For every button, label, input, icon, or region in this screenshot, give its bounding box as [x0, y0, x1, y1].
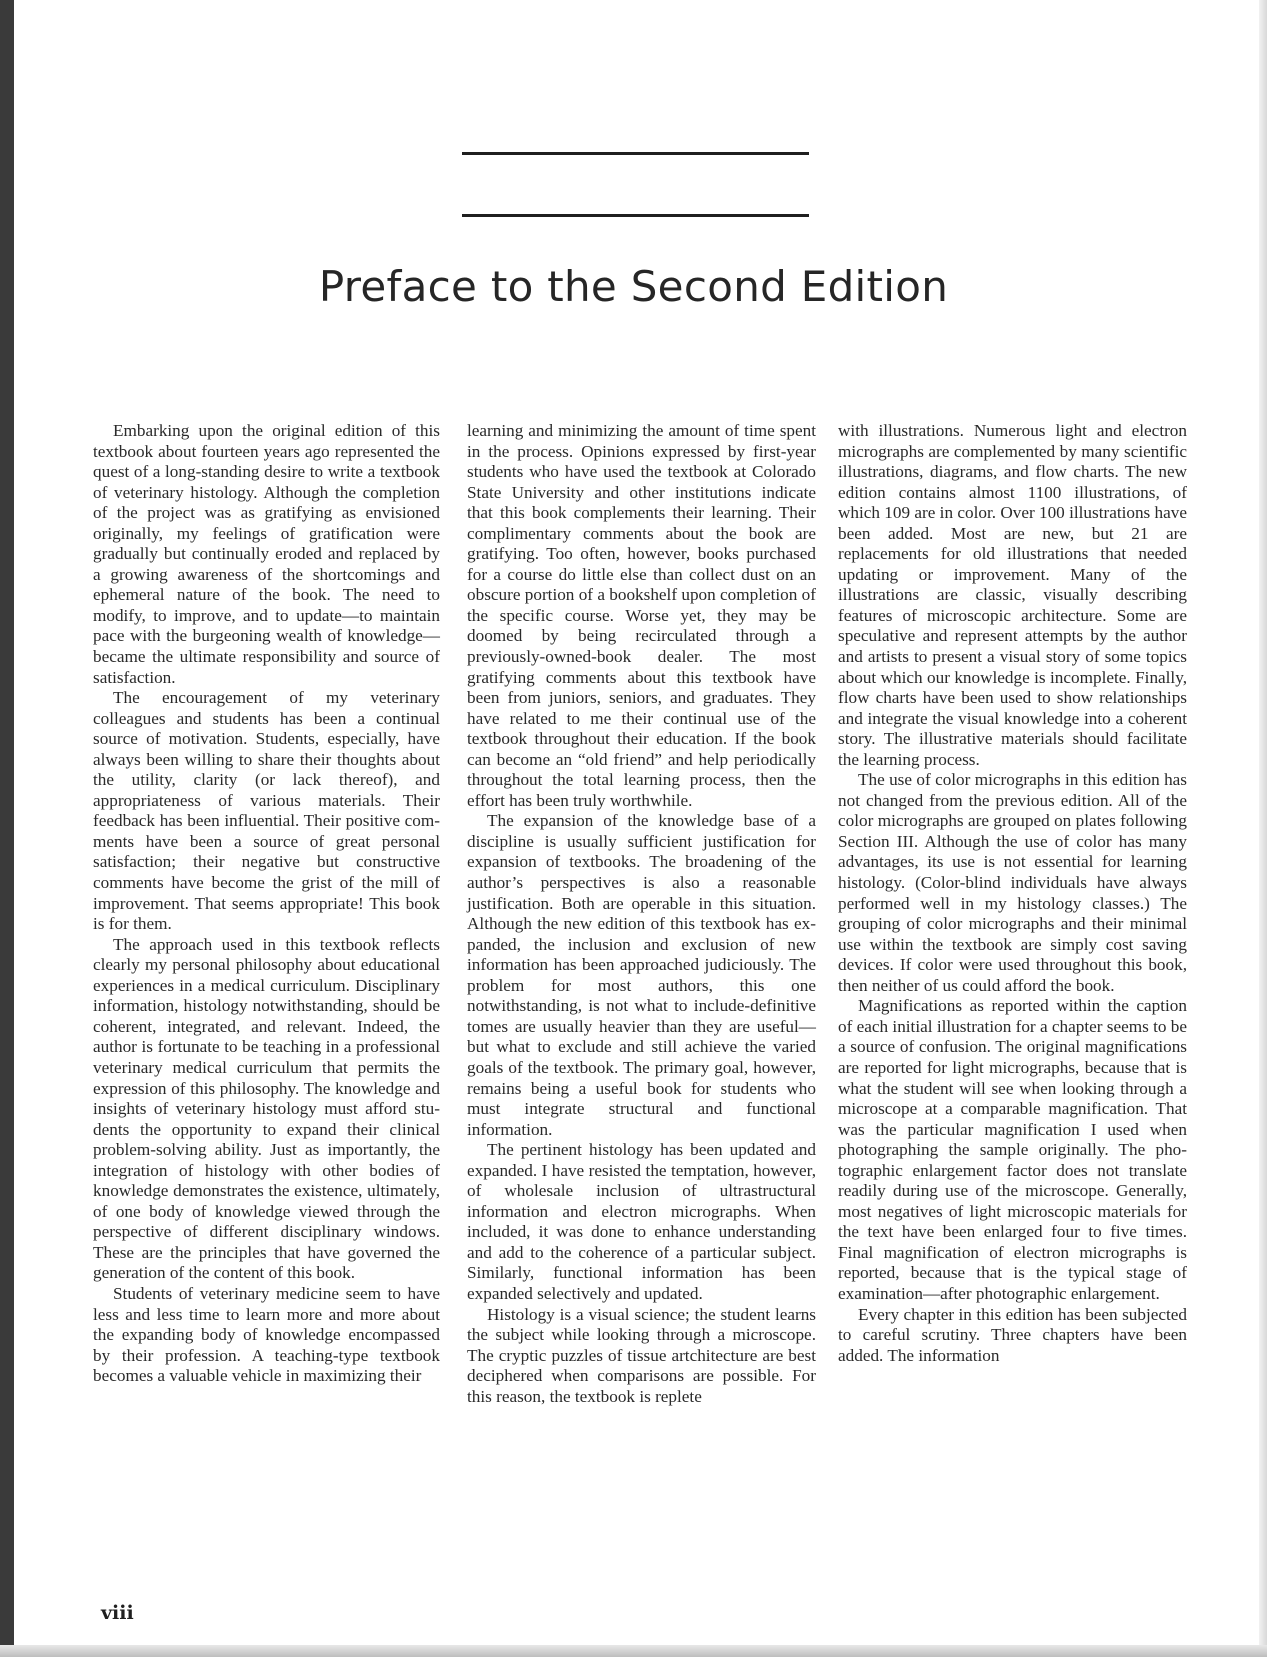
title-rule-top [462, 152, 809, 155]
paragraph: The expansion of the knowledge base of a discipline is usually sufficient justification for expansion of textbooks. The broadening of the author’s perspectives is also a reasonable justification. Both are operable in this situation. Although the new edition of this textbook has expanded, the inclusion and exclusion of new information has been approached judiciously. The problem for most authors, this one notwithstanding, is not what to include-definitive tomes are usually heavier than they are useful—but what to exclude and still achieve the varied goals of the textbook. The primary goal, however, remains being a useful book for students who must integrate structural and functional information. [467, 811, 816, 1139]
paragraph: Students of veterinary medicine seem to have less and less time to learn more and more about the expanding body of knowledge encompassed by their profession. A teaching-type textbook becomes a valuable vehicle in maximizing their [93, 1283, 440, 1386]
page-right-edge [1259, 0, 1267, 1657]
page-number: viii [101, 1602, 134, 1624]
page-title: Preface to the Second Edition [318, 262, 949, 311]
text-column-1 [93, 421, 440, 1387]
paragraph: Histology is a visual science; the student learns the subject while looking through a microscope. The cryptic puzzles of tissue artchitecture are best deciphered when comparisons are possible. For this reason, the textbook is replete [467, 1304, 816, 1406]
paragraph: Embarking upon the original edition of this textbook about fourteen years ago represented the quest of a long-standing desire to write a textbook of veterinary histology. Although the completion of the project was as gratifying as envisioned originally, my feelings of gratification were gradually but continually eroded and replaced by a growing awareness of the shortcomings and ephemeral nature of the book. The need to modify, to improve, and to update—to maintain pace with the burgeoning wealth of knowledge—became the ultimate responsibility and source of satisfaction. [93, 421, 440, 687]
paragraph: Magnifications as reported within the caption of each initial illustration for a chapter seems to be a source of confusion. The original magnifications are reported for light micrographs, because that is what the student will see when looking through a microscope at a comparable magnification. That was the particular magnification I used when photographing the sample originally. The photographic enlargement factor does not translate readily during use of the microscope. Generally, most negatives of light microscopic materials for the text have been enlarged four to five times. Final magnification of electron micrographs is reported, because that is the typical stage of examination—after photographic enlargement. [838, 996, 1187, 1303]
page-bottom-edge [0, 1645, 1267, 1657]
paragraph: with illustrations. Numerous light and electron micrographs are complemented by many scientific illustrations, diagrams, and flow charts. The new edition contains almost 1100 illustrations, of which 109 are in color. Over 100 illustrations have been added. Most are new, but 21 are replacements for old illustrations that needed updating or improvement. Many of the illustrations are classic, visually describing features of microscopic architecture. Some are speculative and represent attempts by the author and artists to present a visual story of some topics about which our knowledge is incomplete. Finally, flow charts have been used to show relationships and integrate the visual knowledge into a coherent story. The illustrative materials should facilitate the learning process. [838, 421, 1187, 769]
paragraph: learning and minimizing the amount of time spent in the process. Opinions expressed by first-year students who have used the textbook at Colorado State University and other institutions indicate that this book complements their learning. Their complimentary comments about the book are gratifying. Too often, however, books purchased for a course do little else than collect dust on an obscure portion of a bookshelf upon completion of the specific course. Worse yet, they may be doomed by being recirculated through a previously-owned-book dealer. The most gratifying comments about this textbook have been from juniors, seniors, and graduates. They have related to me their continual use of the textbook throughout their education. If the book can become an “old friend” and help periodically throughout the total learning process, then the effort has been truly worthwhile. [467, 421, 816, 810]
paragraph: The encouragement of my veterinary colleagues and students has been a continual source of motivation. Students, especially, have always been willing to share their thoughts about the utility, clarity (or lack thereof), and appropriateness of various materials. Their feedback has been influential. Their positive comments have been a source of great personal satisfaction; their negative but constructive comments have become the grist of the mill of improvement. That seems appropriate! This book is for them. [93, 688, 440, 934]
paragraph: The pertinent histology has been updated and expanded. I have resisted the temptation, however, of wholesale inclusion of ultrastructural information and electron micrographs. When included, it was done to enhance understanding and add to the coherence of a particular subject. Similarly, functional information has been expanded selectively and updated. [467, 1140, 816, 1303]
paragraph: The approach used in this textbook reflects clearly my personal philosophy about educational experiences in a medical curriculum. Disciplinary information, histology notwithstanding, should be coherent, integrated, and relevant. Indeed, the author is fortunate to be teaching in a professional veterinary medical curriculum that permits the expression of this philosophy. The knowledge and insights of veterinary histology must afford students the opportunity to expand their clinical problem-solving ability. Just as importantly, the integration of histology with other bodies of knowledge demonstrates the existence, ultimately, of one body of knowledge viewed through the perspective of different disciplinary windows. These are the principles that have governed the generation of the content of this book. [93, 934, 440, 1283]
title-rule-bottom [462, 214, 809, 217]
text-column-2 [467, 421, 816, 1407]
text-column-3 [838, 421, 1187, 1366]
paragraph: The use of color micrographs in this edition has not changed from the previous edition. All of the color micrographs are grouped on plates following Section III. Although the use of color has many advantages, its use is not essential for learning histology. (Color-blind individuals have always performed well in my histology classes.) The grouping of color micrographs and their minimal use within the textbook are simply cost saving devices. If color were used throughout this book, then neither of us could afford the book. [838, 770, 1187, 995]
paragraph: Every chapter in this edition has been subjected to careful scrutiny. Three chapters have been added. The information [838, 1304, 1187, 1365]
book-spine-edge [0, 0, 14, 1657]
